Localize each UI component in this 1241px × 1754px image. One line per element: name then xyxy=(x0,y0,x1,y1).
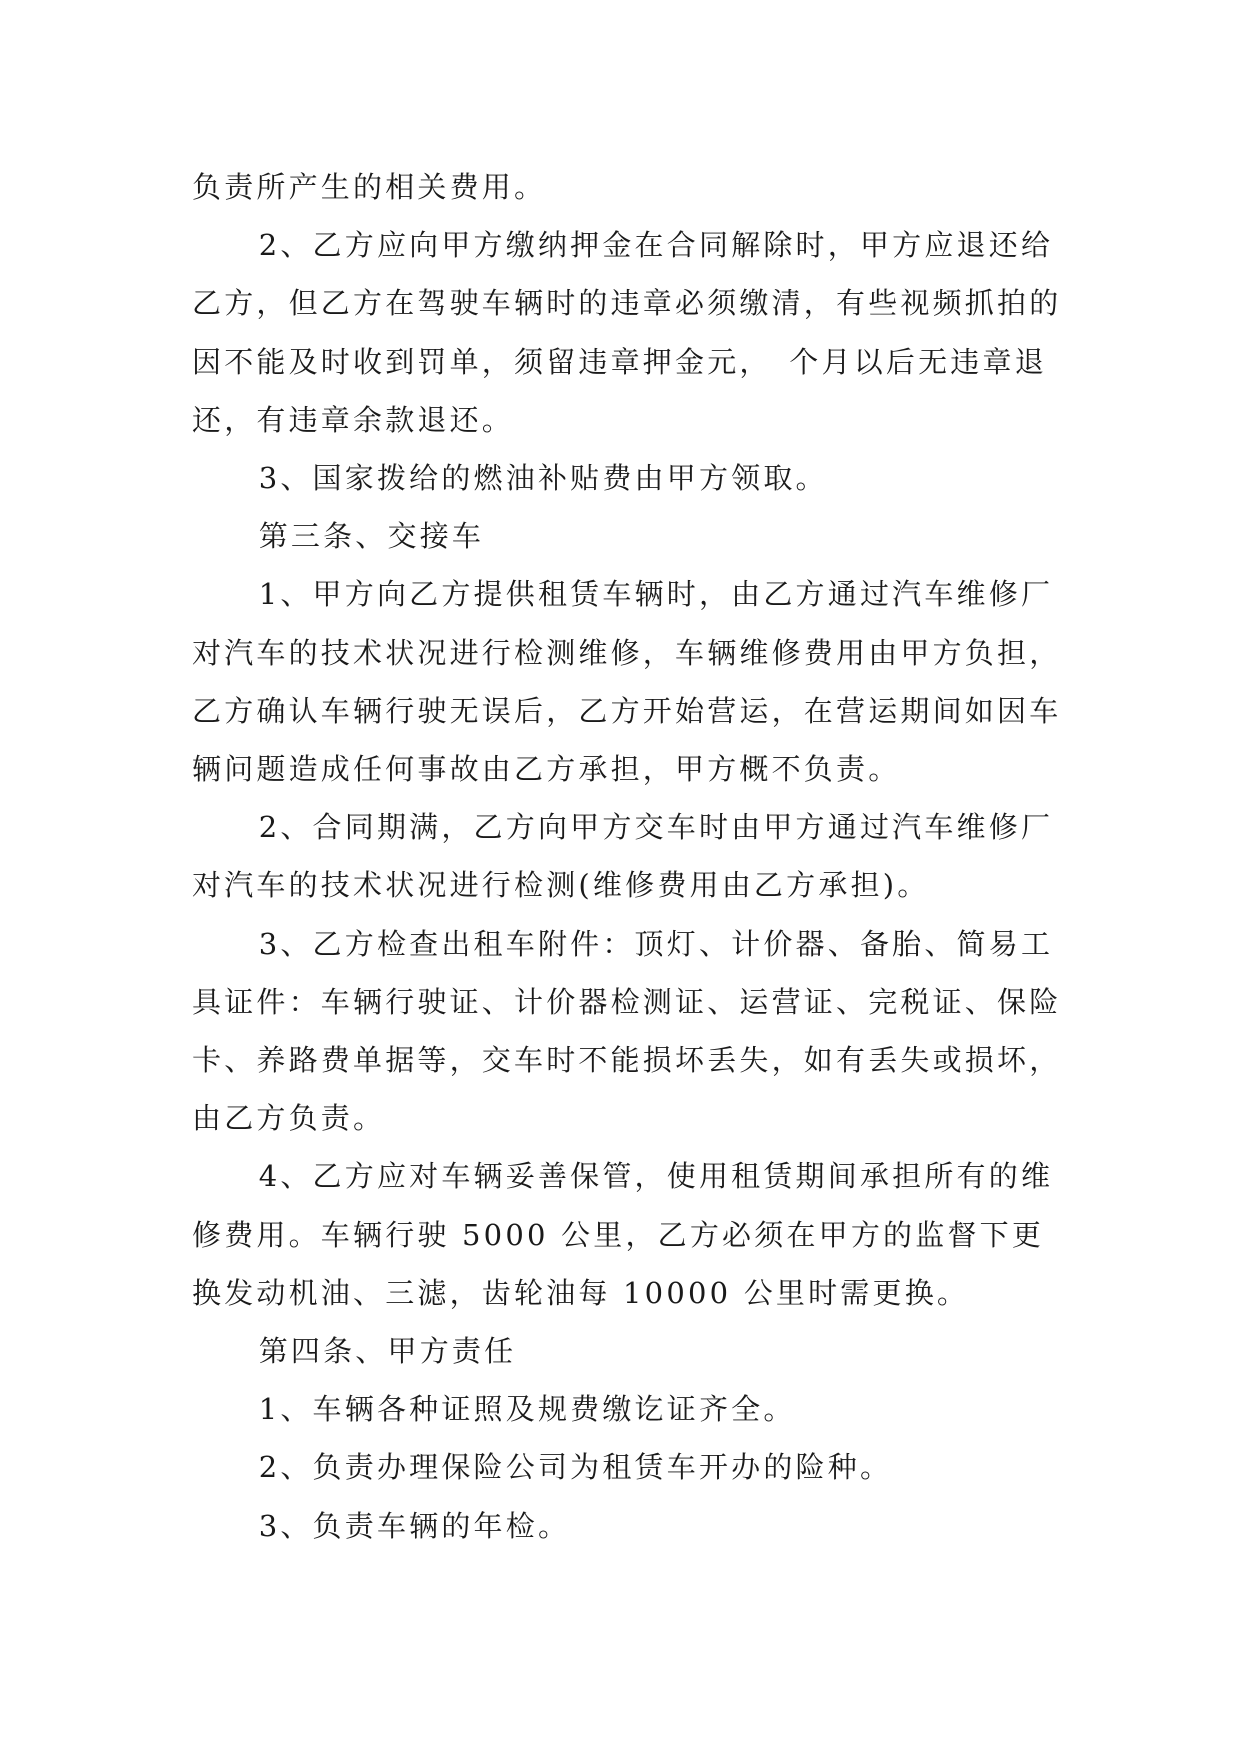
document-body xyxy=(192,158,1072,1555)
paragraph-fuel-subsidy: 3、国家拨给的燃油补贴费由甲方领取。 xyxy=(258,461,828,496)
paragraph-maintenance: 4、乙方应对车辆妥善保管，使用租赁期间承担所有的维修费用。车辆行驶 5000 公里，乙方必须在甲方的监督下更换发动机油、三滤，齿轮油每 10000 公里时需更换。 xyxy=(192,1159,1054,1310)
paragraph-annual-inspection: 3、负责车辆的年检。 xyxy=(258,1508,571,1543)
paragraph-vehicle-licenses: 1、车辆各种证照及规费缴讫证齐全。 xyxy=(258,1392,796,1427)
section-heading-article-3: 第三条、交接车 xyxy=(258,519,485,554)
paragraph-fee-responsibility-continued: 负责所产生的相关费用。 xyxy=(192,170,547,204)
paragraph-insurance: 2、负责办理保险公司为租赁车开办的险种。 xyxy=(258,1450,893,1485)
section-heading-article-4: 第四条、甲方责任 xyxy=(258,1334,517,1369)
paragraph-taxi-accessories: 3、乙方检查出租车附件：顶灯、计价器、备胎、简易工具证件：车辆行驶证、计价器检测证、运营证、完税证、保险卡、养路费单据等，交车时不能损坏丢失，如有丢失或损坏，由乙方负责。 xyxy=(192,926,1062,1136)
paragraph-vehicle-handover-inspection: 1、甲方向乙方提供租赁车辆时，由乙方通过汽车维修厂对汽车的技术状况进行检测维修，车辆维修费用由甲方负担，乙方确认车辆行驶无误后，乙方开始营运，在营运期间如因车辆问题造成任何事故由乙方承担，甲方概不负责。 xyxy=(192,577,1062,787)
paragraph-deposit-refund: 2、乙方应向甲方缴纳押金在合同解除时，甲方应退还给乙方，但乙方在驾驶车辆时的违章必须缴清，有些视频抓拍的因不能及时收到罚单，须留违章押金元， 个月以后无违章退还，有违章余款退还。 xyxy=(192,228,1062,437)
paragraph-contract-expiry-return: 2、合同期满，乙方向甲方交车时由甲方通过汽车维修厂对汽车的技术状况进行检测(维修费用由乙方承担)。 xyxy=(192,810,1054,903)
